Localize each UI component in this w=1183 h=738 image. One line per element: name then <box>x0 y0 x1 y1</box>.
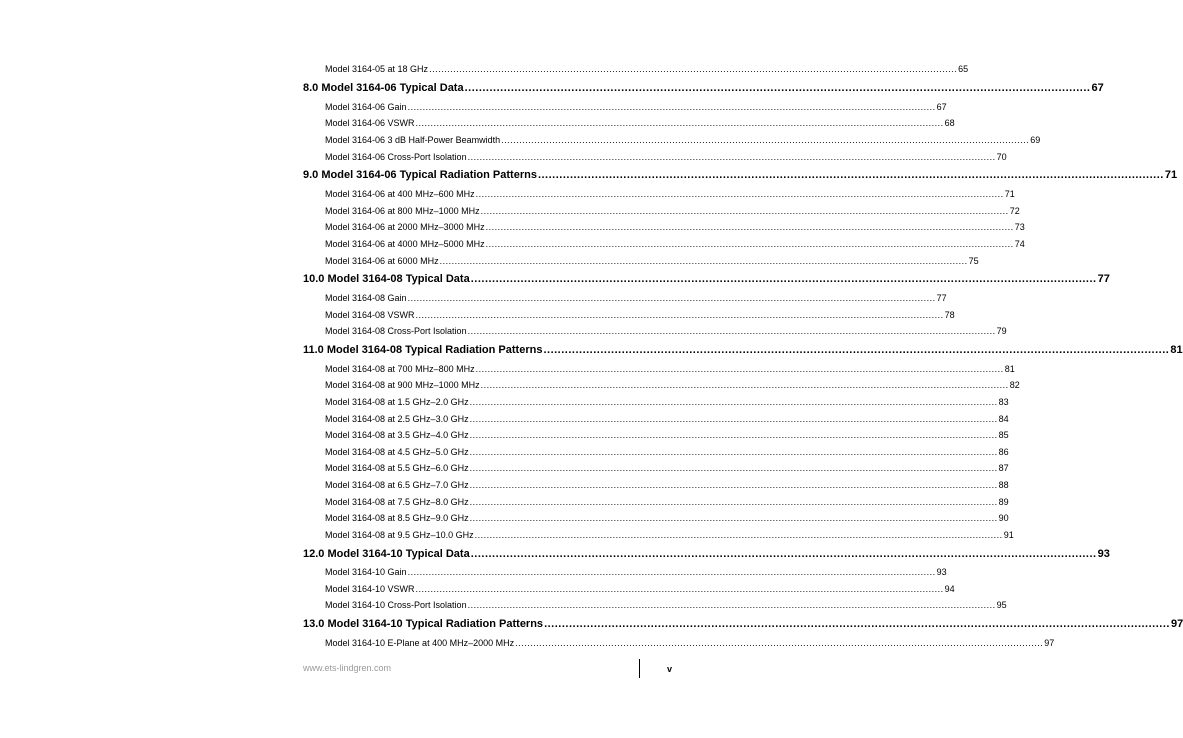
toc-section-heading[interactable] <box>303 344 1183 356</box>
toc-entry-title: Model 3164-06 at 4000 MHz–5000 MHz <box>325 239 485 249</box>
toc-leader-dots: ................................................................................................................................................................................ <box>415 584 944 594</box>
toc-entry[interactable] <box>325 118 955 128</box>
toc-leader-dots: ................................................................................................................................................................................ <box>537 169 1164 181</box>
toc-entry-title: Model 3164-10 E-Plane at 400 MHz–2000 MHz <box>325 638 515 648</box>
toc-entry[interactable] <box>325 326 1007 336</box>
toc-entry-title: Model 3164-06 at 6000 MHz <box>325 256 439 266</box>
toc-entry[interactable] <box>325 463 1009 473</box>
toc-leader-dots: ................................................................................................................................................................................ <box>475 189 1004 199</box>
toc-leader-dots: ................................................................................................................................................................................ <box>415 118 944 128</box>
toc-page-number: 70 <box>996 152 1007 162</box>
toc-leader-dots: ................................................................................................................................................................................ <box>469 463 998 473</box>
toc-leader-dots: ................................................................................................................................................................................ <box>439 256 968 266</box>
toc-entry-title: Model 3164-06 Gain <box>325 102 407 112</box>
toc-entry-title: Model 3164-06 3 dB Half-Power Beamwidth <box>325 135 501 145</box>
toc-entry[interactable] <box>325 256 979 266</box>
toc-entry-title: Model 3164-08 at 5.5 GHz–6.0 GHz <box>325 463 469 473</box>
toc-leader-dots: ................................................................................................................................................................................ <box>501 135 1030 145</box>
toc-page-number: 85 <box>998 430 1009 440</box>
toc-page-number: 97 <box>1044 638 1055 648</box>
toc-entry-title: Model 3164-08 at 900 MHz–1000 MHz <box>325 380 480 390</box>
toc-entry-title: Model 3164-08 at 9.5 GHz–10.0 GHz <box>325 530 474 540</box>
toc-section-heading[interactable] <box>303 548 1110 560</box>
toc-leader-dots: ................................................................................................................................................................................ <box>467 600 996 610</box>
toc-entry-title: Model 3164-08 at 4.5 GHz–5.0 GHz <box>325 447 469 457</box>
footer-website-link[interactable]: www.ets-lindgren.com <box>303 663 392 673</box>
toc-page-number: 89 <box>998 497 1009 507</box>
toc-entry[interactable] <box>325 414 1009 424</box>
toc-page-number: 67 <box>936 102 947 112</box>
toc-entry-title: 13.0 Model 3164-10 Typical Radiation Patterns <box>303 618 544 630</box>
toc-leader-dots: ................................................................................................................................................................................ <box>470 273 1097 285</box>
toc-entry-title: Model 3164-06 at 2000 MHz–3000 MHz <box>325 222 485 232</box>
footer-divider <box>639 659 640 678</box>
toc-entry-title: Model 3164-08 at 3.5 GHz–4.0 GHz <box>325 430 469 440</box>
toc-page-number: 95 <box>996 600 1007 610</box>
toc-entry-title: 11.0 Model 3164-08 Typical Radiation Patterns <box>303 344 543 356</box>
toc-entry-title: Model 3164-06 at 800 MHz–1000 MHz <box>325 206 480 216</box>
toc-entry[interactable] <box>325 584 955 594</box>
toc-leader-dots: ................................................................................................................................................................................ <box>544 618 1170 630</box>
toc-leader-dots: ................................................................................................................................................................................ <box>407 102 936 112</box>
toc-entry[interactable] <box>325 152 1007 162</box>
toc-entry[interactable] <box>325 530 1014 540</box>
toc-leader-dots: ................................................................................................................................................................................ <box>480 380 1009 390</box>
toc-leader-dots: ................................................................................................................................................................................ <box>469 513 998 523</box>
toc-entry[interactable] <box>325 567 947 577</box>
toc-page-number: 77 <box>1097 273 1110 285</box>
toc-entry[interactable] <box>325 430 1009 440</box>
toc-leader-dots: ................................................................................................................................................................................ <box>543 344 1170 356</box>
toc-entry-title: Model 3164-05 at 18 GHz <box>325 64 429 74</box>
toc-entry[interactable] <box>325 497 1009 507</box>
footer-page-number: v <box>667 664 673 674</box>
toc-entry[interactable] <box>325 222 1025 232</box>
toc-leader-dots: ................................................................................................................................................................................ <box>515 638 1044 648</box>
toc-leader-dots: ................................................................................................................................................................................ <box>415 310 944 320</box>
toc-entry-title: Model 3164-08 at 2.5 GHz–3.0 GHz <box>325 414 469 424</box>
toc-page-number: 73 <box>1014 222 1025 232</box>
toc-entry[interactable] <box>325 380 1020 390</box>
toc-page-number: 82 <box>1009 380 1020 390</box>
toc-leader-dots: ................................................................................................................................................................................ <box>475 364 1004 374</box>
toc-page-number: 94 <box>944 584 955 594</box>
toc-entry-title: Model 3164-08 VSWR <box>325 310 415 320</box>
toc-leader-dots: ................................................................................................................................................................................ <box>480 206 1009 216</box>
toc-page-number: 67 <box>1091 82 1104 94</box>
toc-leader-dots: ................................................................................................................................................................................ <box>485 239 1014 249</box>
toc-leader-dots: ................................................................................................................................................................................ <box>469 447 998 457</box>
toc-page-number: 71 <box>1164 169 1178 181</box>
toc-leader-dots: ................................................................................................................................................................................ <box>429 64 958 74</box>
toc-entry[interactable] <box>325 64 969 74</box>
toc-entry[interactable] <box>325 310 955 320</box>
toc-entry[interactable] <box>325 480 1009 490</box>
toc-entry[interactable] <box>325 102 947 112</box>
toc-entry-title: Model 3164-10 Cross-Port Isolation <box>325 600 467 610</box>
toc-entry[interactable] <box>325 135 1041 145</box>
toc-page-number: 77 <box>936 293 947 303</box>
toc-entry-title: 12.0 Model 3164-10 Typical Data <box>303 548 470 560</box>
toc-page-number: 79 <box>996 326 1007 336</box>
toc-page-number: 88 <box>998 480 1009 490</box>
toc-entry[interactable] <box>325 600 1007 610</box>
toc-page-number: 97 <box>1170 618 1183 630</box>
toc-entry-title: Model 3164-08 at 1.5 GHz–2.0 GHz <box>325 397 469 407</box>
toc-entry-title: Model 3164-08 Cross-Port Isolation <box>325 326 467 336</box>
toc-leader-dots: ................................................................................................................................................................................ <box>469 414 998 424</box>
toc-leader-dots: ................................................................................................................................................................................ <box>469 430 998 440</box>
toc-section-heading[interactable] <box>303 169 1178 181</box>
toc-entry-title: Model 3164-06 Cross-Port Isolation <box>325 152 467 162</box>
toc-leader-dots: ................................................................................................................................................................................ <box>467 152 996 162</box>
toc-page-number: 81 <box>1170 344 1183 356</box>
toc-page-number: 78 <box>944 310 955 320</box>
toc-entry-title: Model 3164-08 at 6.5 GHz–7.0 GHz <box>325 480 469 490</box>
toc-leader-dots: ................................................................................................................................................................................ <box>469 480 998 490</box>
toc-entry[interactable] <box>325 397 1009 407</box>
toc-page-number: 86 <box>998 447 1009 457</box>
toc-section-heading[interactable] <box>303 273 1110 285</box>
toc-page-number: 93 <box>936 567 947 577</box>
toc-section-heading[interactable] <box>303 618 1183 630</box>
toc-leader-dots: ................................................................................................................................................................................ <box>469 397 998 407</box>
toc-entry[interactable] <box>325 364 1015 374</box>
toc-leader-dots: ................................................................................................................................................................................ <box>485 222 1014 232</box>
toc-entry[interactable] <box>325 293 947 303</box>
toc-entry-title: Model 3164-08 at 8.5 GHz–9.0 GHz <box>325 513 469 523</box>
toc-section-heading[interactable] <box>303 82 1104 94</box>
toc-page-number: 65 <box>958 64 969 74</box>
toc-page-number: 87 <box>998 463 1009 473</box>
toc-page-number: 81 <box>1004 364 1015 374</box>
toc-entry[interactable] <box>325 239 1025 249</box>
toc-leader-dots: ................................................................................................................................................................................ <box>469 497 998 507</box>
toc-page-number: 74 <box>1014 239 1025 249</box>
toc-entry[interactable] <box>325 189 1015 199</box>
toc-entry-title: 9.0 Model 3164-06 Typical Radiation Patterns <box>303 169 537 181</box>
toc-page-number: 84 <box>998 414 1009 424</box>
toc-entry[interactable] <box>325 513 1009 523</box>
toc-entry-title: 10.0 Model 3164-08 Typical Data <box>303 273 470 285</box>
toc-leader-dots: ................................................................................................................................................................................ <box>474 530 1003 540</box>
toc-entry-title: Model 3164-06 VSWR <box>325 118 415 128</box>
toc-page-number: 90 <box>998 513 1009 523</box>
toc-leader-dots: ................................................................................................................................................................................ <box>470 548 1097 560</box>
toc-page-number: 68 <box>944 118 955 128</box>
toc-page-number: 69 <box>1030 135 1041 145</box>
toc-entry-title: 8.0 Model 3164-06 Typical Data <box>303 82 464 94</box>
toc-page-number: 75 <box>968 256 979 266</box>
toc-page-number: 71 <box>1004 189 1015 199</box>
toc-entry-title: Model 3164-06 at 400 MHz–600 MHz <box>325 189 475 199</box>
toc-leader-dots: ................................................................................................................................................................................ <box>407 567 936 577</box>
toc-leader-dots: ................................................................................................................................................................................ <box>464 82 1091 94</box>
toc-leader-dots: ................................................................................................................................................................................ <box>467 326 996 336</box>
toc-page-number: 91 <box>1003 530 1014 540</box>
toc-page-number: 72 <box>1009 206 1020 216</box>
toc-entry[interactable] <box>325 638 1055 648</box>
toc-page-number: 83 <box>998 397 1009 407</box>
toc-entry-title: Model 3164-10 Gain <box>325 567 407 577</box>
toc-entry-title: Model 3164-08 Gain <box>325 293 407 303</box>
toc-entry-title: Model 3164-10 VSWR <box>325 584 415 594</box>
toc-entry[interactable] <box>325 206 1020 216</box>
toc-entry-title: Model 3164-08 at 700 MHz–800 MHz <box>325 364 475 374</box>
toc-entry[interactable] <box>325 447 1009 457</box>
toc-leader-dots: ................................................................................................................................................................................ <box>407 293 936 303</box>
toc-entry-title: Model 3164-08 at 7.5 GHz–8.0 GHz <box>325 497 469 507</box>
toc-page-number: 93 <box>1097 548 1110 560</box>
